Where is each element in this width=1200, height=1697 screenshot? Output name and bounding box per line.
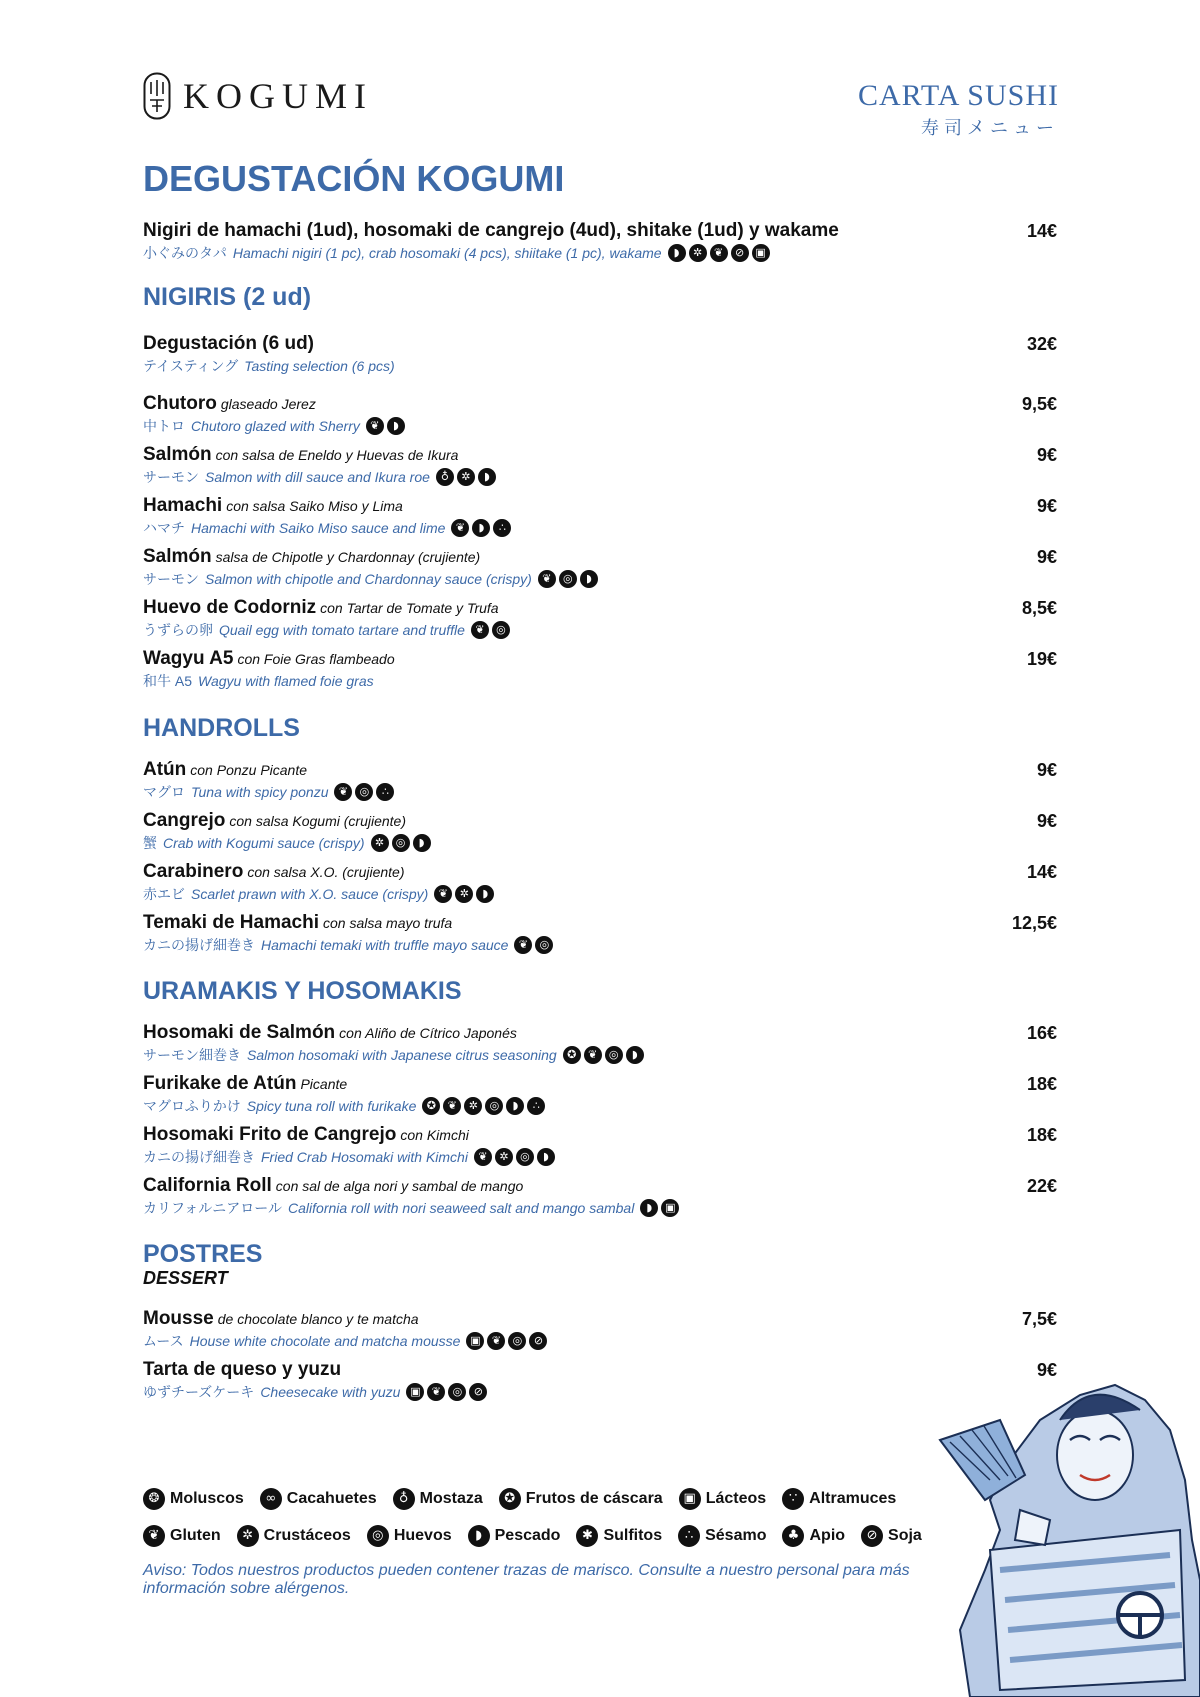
menu-item: [143, 393, 1057, 437]
allergen-notice: Aviso: Todos nuestros productos pueden contener trazas de marisco. Consulte a nuestro personal para más información sobre alérgenos.: [143, 1562, 910, 1597]
menu-item-desc: con salsa X.O. (crujiente): [247, 864, 405, 880]
menu-item: [143, 1124, 1057, 1168]
menu-item-translation: [143, 517, 1057, 539]
allergen-icons: [474, 1148, 558, 1166]
legend-label: Frutos de cáscara: [525, 1490, 663, 1507]
menu-item-jp: マグロふりかけ: [143, 1098, 241, 1114]
legend-label: Cacahuetes: [286, 1490, 377, 1507]
menu-item-translation: [143, 781, 1057, 803]
menu-item-desc: Picante: [300, 1076, 348, 1092]
section-title-nigiris: NIGIRIS (2 ud): [143, 283, 312, 311]
legend-item: [499, 1488, 663, 1510]
fish-icon: ◗: [472, 519, 490, 537]
allergen-icons: [422, 1097, 548, 1115]
gluten-icon: ❦: [427, 1383, 445, 1401]
menu-item-price: 14€: [1026, 221, 1057, 241]
legend-item: [782, 1525, 845, 1547]
legend-item: [260, 1488, 377, 1510]
menu-item-line: [143, 393, 1057, 415]
menu-item-line: [143, 546, 1057, 568]
egg-icon: ◎: [448, 1383, 466, 1401]
legend-item: [237, 1525, 351, 1547]
menu-item-jp: ゆずチーズケーキ: [143, 1384, 255, 1400]
menu-item-desc: de chocolate blanco y te matcha: [217, 1311, 419, 1327]
menu-item-jp: 小ぐみのタパ: [143, 245, 227, 261]
legend-label: Apio: [809, 1527, 846, 1544]
menu-item-jp: ムース: [143, 1333, 184, 1349]
allergen-icons: [563, 1046, 647, 1064]
menu-item-name: Nigiri de hamachi (1ud), hosomaki de cangrejo (4ud), shitake (1ud) y wakame: [143, 220, 839, 241]
fish-icon: ◗: [506, 1097, 524, 1115]
menu-item-jp: サーモン細巻き: [143, 1047, 241, 1063]
legend-item: [367, 1525, 452, 1547]
menu-item-en: Hamachi nigiri (1 pc), crab hosomaki (4 pcs), shiitake (1 pc), wakame: [232, 245, 662, 261]
menu-item-line: [143, 444, 1057, 466]
legend-item: [393, 1488, 483, 1510]
menu-item-name: Salmón: [143, 444, 212, 465]
kogumi-emblem-icon: [143, 72, 171, 120]
menu-item-name: Hosomaki Frito de Cangrejo: [143, 1124, 397, 1145]
dairy-icon: ▣: [406, 1383, 424, 1401]
menu-item-name: Carabinero: [143, 861, 244, 882]
allergen-icons: [466, 1332, 550, 1350]
menu-item-en: California roll with nori seaweed salt and mango sambal: [288, 1200, 635, 1216]
legend-item: [143, 1488, 244, 1510]
menu-item-en: Quail egg with tomato tartare and truffle: [219, 622, 465, 638]
menu-item-desc: con Ponzu Picante: [190, 762, 308, 778]
menu-item: [143, 597, 1057, 641]
menu-item-name: Hosomaki de Salmón: [143, 1022, 336, 1043]
allergen-icons: [471, 621, 513, 639]
allergen-icons: [668, 244, 773, 262]
egg-icon: ◎: [485, 1097, 503, 1115]
legend-item: [468, 1525, 561, 1547]
menu-item-desc: con Kimchi: [400, 1127, 469, 1143]
menu-item-translation: [143, 1330, 1057, 1352]
legend-item: [782, 1488, 896, 1510]
menu-item-en: Salmon with chipotle and Chardonnay sauce (crispy): [205, 571, 532, 587]
menu-item-jp: 中トロ: [143, 418, 185, 434]
menu-item-name: Salmón: [143, 546, 212, 567]
menu-item-line: [143, 597, 1057, 619]
allergen-icons: [366, 417, 408, 435]
egg-icon: ◎: [392, 834, 410, 852]
legend-label: Crustáceos: [263, 1527, 351, 1544]
menu-item-translation: [143, 1197, 1057, 1219]
menu-item-en: Fried Crab Hosomaki with Kimchi: [261, 1149, 468, 1165]
menu-item: [143, 546, 1057, 590]
egg-icon: ◎: [559, 570, 577, 588]
menu-item-en: Tasting selection (6 pcs): [244, 358, 395, 374]
fish-icon: ◗: [580, 570, 598, 588]
menu-item-translation: [143, 415, 1057, 437]
menu-item-name: Furikake de Atún: [143, 1073, 297, 1094]
nuts-icon: ✪: [499, 1488, 521, 1510]
menu-item-en: Crab with Kogumi sauce (crispy): [163, 835, 365, 851]
menu-item-en: Chutoro glazed with Sherry: [191, 418, 360, 434]
fish-icon: ◗: [640, 1199, 658, 1217]
menu-item-jp: 蟹: [143, 835, 157, 851]
menu-item-en: House white chocolate and matcha mousse: [189, 1333, 461, 1349]
gluten-icon: ❦: [471, 621, 489, 639]
allergen-icons: [514, 936, 556, 954]
legend-label: Sésamo: [705, 1527, 767, 1544]
dairy-icon: ▣: [752, 244, 770, 262]
egg-icon: ◎: [605, 1046, 623, 1064]
section-title-postres: POSTRES: [143, 1240, 263, 1268]
menu-item-jp: テイスティング: [143, 358, 239, 374]
menu-item-jp: カリフォルニアロール: [143, 1200, 283, 1216]
menu-item-jp: 赤エビ: [143, 886, 185, 902]
fish-icon: ◗: [476, 885, 494, 903]
menu-item-price: 9€: [1036, 445, 1057, 465]
legend-item: [576, 1525, 662, 1547]
menu-item: [143, 1022, 1057, 1066]
menu-item-desc: con Aliño de Cítrico Japonés: [339, 1025, 517, 1041]
section-title-handrolls: HANDROLLS: [143, 714, 300, 742]
sulphite-icon: ✱: [576, 1525, 598, 1547]
gluten-icon: ❦: [538, 570, 556, 588]
menu-item: [143, 1175, 1057, 1219]
gluten-icon: ❦: [366, 417, 384, 435]
legend-row: [143, 1525, 938, 1547]
legend-row: [143, 1488, 912, 1510]
sesame-icon: ∴: [678, 1525, 700, 1547]
menu-item-desc: con Tartar de Tomate y Trufa: [320, 600, 499, 616]
menu-item-name: Tarta de queso y yuzu: [143, 1359, 342, 1380]
egg-icon: ◎: [355, 783, 373, 801]
menu-item-line: [143, 1175, 1057, 1197]
section-title-uramakis: URAMAKIS Y HOSOMAKIS: [143, 977, 462, 1005]
menu-item-price: 9€: [1036, 1360, 1057, 1380]
soy-icon: ⊘: [861, 1525, 883, 1547]
allergen-icons: [538, 570, 601, 588]
menu-item-name: Huevo de Codorniz: [143, 597, 317, 618]
nuts-icon: ✪: [422, 1097, 440, 1115]
legend-label: Altramuces: [809, 1490, 897, 1507]
menu-item-translation: [143, 619, 1057, 641]
menu-item-price: 32€: [1026, 334, 1057, 354]
menu-item-name: Hamachi: [143, 495, 223, 516]
gluten-icon: ❦: [334, 783, 352, 801]
menu-item-price: 18€: [1026, 1125, 1057, 1145]
crustacean-icon: ✲: [689, 244, 707, 262]
lupin-icon: ∵: [782, 1488, 804, 1510]
menu-item: [143, 333, 1057, 377]
egg-icon: ◎: [367, 1525, 389, 1547]
legend-label: Pescado: [494, 1527, 561, 1544]
menu-item-translation: [143, 568, 1057, 590]
legend-label: Mostaza: [419, 1490, 483, 1507]
menu-title-block: [858, 80, 1059, 140]
menu-item: [143, 1359, 1057, 1403]
section-subtitle-dessert: DESSERT: [143, 1268, 228, 1288]
menu-item-en: Salmon with dill sauce and Ikura roe: [205, 469, 430, 485]
menu-item-price: 9€: [1036, 760, 1057, 780]
crustacean-icon: ✲: [464, 1097, 482, 1115]
gluten-icon: ❦: [584, 1046, 602, 1064]
brand-name: KOGUMI: [183, 76, 373, 116]
menu-item-jp: ハマチ: [143, 520, 185, 536]
soy-icon: ⊘: [469, 1383, 487, 1401]
nuts-icon: ✪: [563, 1046, 581, 1064]
sesame-icon: ∴: [376, 783, 394, 801]
crustacean-icon: ✲: [457, 468, 475, 486]
menu-item-en: Hamachi with Saiko Miso sauce and lime: [191, 520, 446, 536]
menu-item-desc: con Foie Gras flambeado: [237, 651, 395, 667]
menu-item-line: [143, 1359, 1057, 1381]
menu-item-translation: [143, 934, 1057, 956]
menu-item: [143, 912, 1057, 956]
menu-item-desc: con salsa de Eneldo y Huevas de Ikura: [215, 447, 459, 463]
egg-icon: ◎: [516, 1148, 534, 1166]
legend-label: Moluscos: [170, 1490, 244, 1507]
menu-item-en: Hamachi temaki with truffle mayo sauce: [261, 937, 509, 953]
dairy-icon: ▣: [679, 1488, 701, 1510]
fish-icon: ◗: [387, 417, 405, 435]
menu-item-jp: サーモン: [143, 469, 199, 485]
menu-item-price: 9€: [1036, 811, 1057, 831]
fish-icon: ◗: [668, 244, 686, 262]
allergen-icons: [436, 468, 499, 486]
legend-label: Lácteos: [705, 1490, 767, 1507]
menu-item-line: [143, 861, 1057, 883]
menu-item: [143, 495, 1057, 539]
gluten-icon: ❦: [487, 1332, 505, 1350]
legend-label: Sulfitos: [603, 1527, 663, 1544]
menu-item-translation: [143, 1381, 1057, 1403]
dairy-icon: ▣: [466, 1332, 484, 1350]
menu-item-name: Temaki de Hamachi: [143, 912, 320, 933]
menu-item-jp: カニの揚げ細巻き: [143, 1149, 255, 1165]
dairy-icon: ▣: [661, 1199, 679, 1217]
menu-item-line: [143, 912, 1057, 934]
sesame-icon: ∴: [493, 519, 511, 537]
menu-item-price: 7,5€: [1021, 1309, 1057, 1329]
menu-item-line: [143, 1073, 1057, 1095]
menu-item-translation: [143, 832, 1057, 854]
legend-label: Huevos: [393, 1527, 452, 1544]
menu-item: [143, 648, 1057, 692]
menu-item-translation: [143, 466, 1057, 488]
menu-item-name: Wagyu A5: [143, 648, 234, 669]
menu-item-line: [143, 1124, 1057, 1146]
menu-item: [143, 759, 1057, 803]
menu-item-translation: [143, 1044, 1057, 1066]
crustacean-icon: ✲: [495, 1148, 513, 1166]
menu-title-jp: 寿司メニュー: [921, 118, 1059, 138]
soy-icon: ⊘: [529, 1332, 547, 1350]
menu-item-jp: 和牛 A5: [143, 673, 193, 689]
menu-item-desc: salsa de Chipotle y Chardonnay (crujiente): [215, 549, 481, 565]
menu-item-price: 22€: [1026, 1176, 1057, 1196]
menu-item-price: 9€: [1036, 496, 1057, 516]
celery-icon: ♣: [782, 1525, 804, 1547]
fish-icon: ◗: [537, 1148, 555, 1166]
crustacean-icon: ✲: [237, 1525, 259, 1547]
menu-item: [143, 1308, 1057, 1352]
legend-item: [679, 1488, 766, 1510]
menu-item: [143, 220, 1057, 264]
menu-item-name: Cangrejo: [143, 810, 226, 831]
menu-item-desc: con salsa mayo trufa: [323, 915, 453, 931]
menu-item-name: Atún: [143, 759, 187, 780]
menu-item-en: Scarlet prawn with X.O. sauce (crispy): [191, 886, 429, 902]
menu-item-price: 18€: [1026, 1074, 1057, 1094]
menu-item-line: [143, 333, 1057, 355]
menu-item-jp: うずらの卵: [143, 622, 213, 638]
legend-item: [678, 1525, 766, 1547]
sesame-icon: ∴: [527, 1097, 545, 1115]
fish-icon: ◗: [626, 1046, 644, 1064]
crustacean-icon: ✲: [455, 885, 473, 903]
menu-item-en: Spicy tuna roll with furikake: [246, 1098, 417, 1114]
menu-item-price: 14€: [1026, 862, 1057, 882]
brand-logo: [143, 72, 373, 120]
menu-item-desc: con sal de alga nori y sambal de mango: [275, 1178, 524, 1194]
legend-label: Soja: [888, 1527, 922, 1544]
menu-item-translation: [143, 670, 1057, 692]
mustard-icon: ♁: [393, 1488, 415, 1510]
menu-item-price: 16€: [1026, 1023, 1057, 1043]
menu-item-desc: con salsa Saiko Miso y Lima: [226, 498, 403, 514]
menu-item-translation: [143, 355, 1057, 377]
gluten-icon: ❦: [474, 1148, 492, 1166]
allergen-icons: [406, 1383, 490, 1401]
menu-item-jp: マグロ: [143, 784, 185, 800]
menu-item-price: 8,5€: [1021, 598, 1057, 618]
gluten-icon: ❦: [434, 885, 452, 903]
menu-item-en: Salmon hosomaki with Japanese citrus seasoning: [247, 1047, 557, 1063]
menu-item-line: [143, 648, 1057, 670]
legend-item: [861, 1525, 922, 1547]
menu-item-translation: [143, 242, 1057, 264]
soy-icon: ⊘: [731, 244, 749, 262]
menu-item-name: California Roll: [143, 1175, 272, 1196]
legend-item: [143, 1525, 221, 1547]
menu-item-translation: [143, 1146, 1057, 1168]
menu-item-line: [143, 1308, 1057, 1330]
menu-item-price: 12,5€: [1011, 913, 1057, 933]
menu-item-jp: カニの揚げ細巻き: [143, 937, 255, 953]
menu-item-en: Wagyu with flamed foie gras: [198, 673, 374, 689]
allergen-icons: [371, 834, 434, 852]
egg-icon: ◎: [492, 621, 510, 639]
menu-item-translation: [143, 1095, 1057, 1117]
menu-item-translation: [143, 883, 1057, 905]
menu-item-desc: con salsa Kogumi (crujiente): [229, 813, 406, 829]
egg-icon: ◎: [508, 1332, 526, 1350]
fish-icon: ◗: [478, 468, 496, 486]
allergen-icons: [640, 1199, 682, 1217]
allergen-icons: [434, 885, 497, 903]
fish-icon: ◗: [413, 834, 431, 852]
mollusc-icon: ❂: [143, 1488, 165, 1510]
menu-item-name: Degustación (6 ud): [143, 333, 315, 354]
crustacean-icon: ✲: [371, 834, 389, 852]
menu-item-en: Cheesecake with yuzu: [260, 1384, 401, 1400]
menu-item-price: 9€: [1036, 547, 1057, 567]
menu-title: CARTA SUSHI: [857, 79, 1059, 112]
menu-item-price: 9,5€: [1021, 394, 1057, 414]
gluten-icon: ❦: [143, 1525, 165, 1547]
menu-item-name: Chutoro: [143, 393, 217, 414]
section-title-degustacion: DEGUSTACIÓN KOGUMI: [143, 158, 565, 199]
menu-item: [143, 810, 1057, 854]
gluten-icon: ❦: [514, 936, 532, 954]
gluten-icon: ❦: [710, 244, 728, 262]
peanut-icon: ∞: [260, 1488, 282, 1510]
menu-item-line: [143, 220, 1057, 242]
menu-header: [143, 70, 1059, 150]
kabuki-illustration: [930, 1380, 1200, 1697]
menu-item-jp: サーモン: [143, 571, 199, 587]
menu-item-line: [143, 810, 1057, 832]
gluten-icon: ❦: [451, 519, 469, 537]
menu-item: [143, 444, 1057, 488]
mustard-icon: ♁: [436, 468, 454, 486]
allergen-icons: [334, 783, 397, 801]
gluten-icon: ❦: [443, 1097, 461, 1115]
menu-item-line: [143, 759, 1057, 781]
menu-item: [143, 861, 1057, 905]
menu-item-desc: glaseado Jerez: [220, 396, 316, 412]
menu-item-line: [143, 1022, 1057, 1044]
egg-icon: ◎: [535, 936, 553, 954]
menu-item-price: 19€: [1026, 649, 1057, 669]
allergen-icons: [451, 519, 514, 537]
legend-label: Gluten: [170, 1527, 221, 1544]
menu-item-en: Tuna with spicy ponzu: [191, 784, 329, 800]
menu-item-name: Mousse: [143, 1308, 214, 1329]
menu-item-line: [143, 495, 1057, 517]
fish-icon: ◗: [468, 1525, 490, 1547]
menu-item: [143, 1073, 1057, 1117]
